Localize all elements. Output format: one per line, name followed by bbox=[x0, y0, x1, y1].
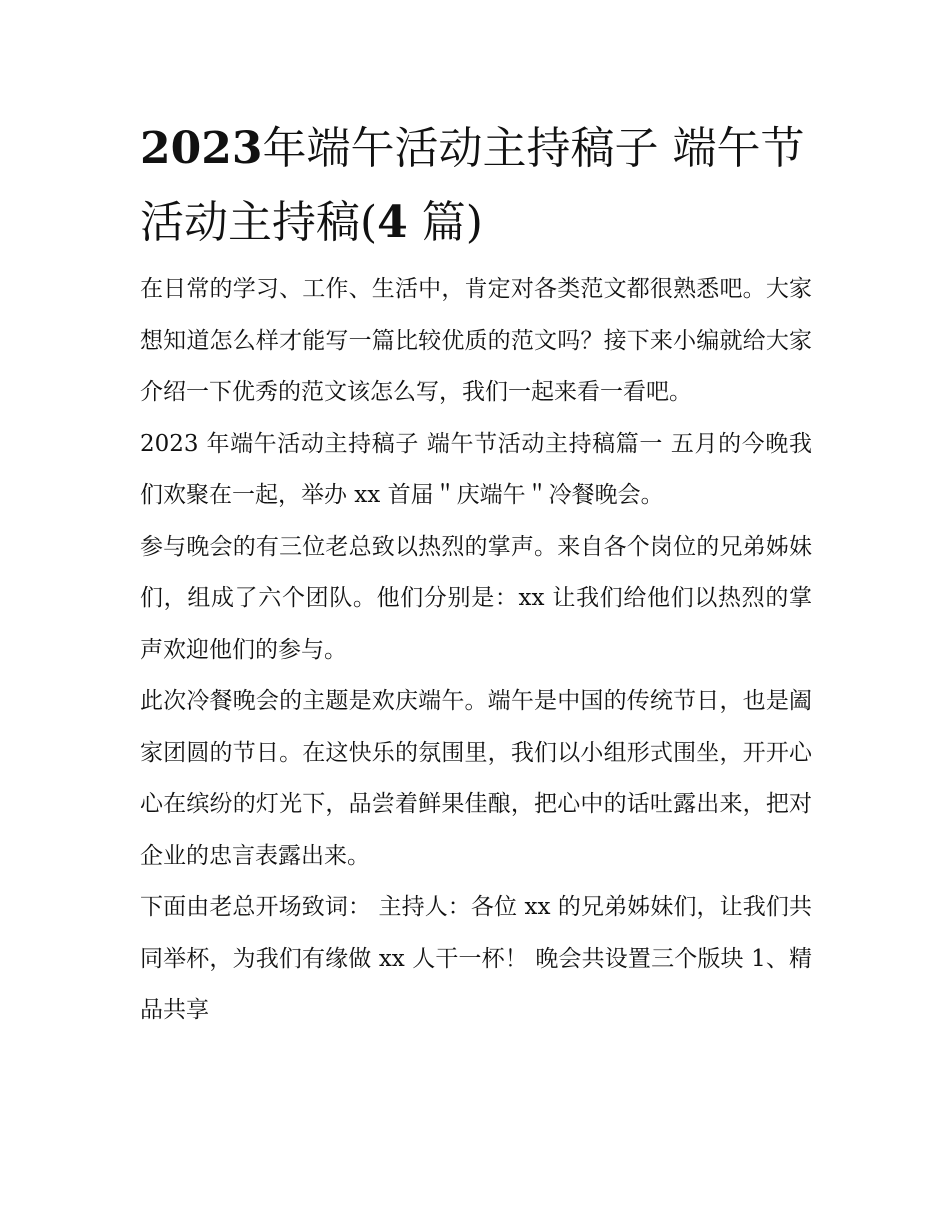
body-paragraph-participants: 参与晚会的有三位老总致以热烈的掌声。来自各个岗位的兄弟姊妹们，组成了六个团队。他们分别是：xx 让我们给他们以热烈的掌声欢迎他们的参与。 bbox=[140, 533, 812, 663]
body-paragraph-opening: 2023 年端午活动主持稿子 端午节活动主持稿篇一 五月的今晚我们欢聚在一起，举办 xx 首届＂庆端午＂冷餐晚会。 bbox=[140, 430, 812, 508]
document-page bbox=[140, 112, 812, 1037]
title-count: 4 bbox=[377, 197, 408, 248]
body-paragraph-theme: 此次冷餐晚会的主题是欢庆端午。端午是中国的传统节日，也是阖家团圆的节日。在这快乐的氛围里，我们以小组形式围坐，开开心心在缤纷的灯光下，品尝着鲜果佳酿，把心中的话吐露出来，把对企业的忠言表露出来。 bbox=[140, 688, 812, 869]
intro-paragraph: 在日常的学习、工作、生活中，肯定对各类范文都很熟悉吧。大家想知道怎么样才能写一篇比较优质的范文吗？接下来小编就给大家介绍一下优秀的范文该怎么写，我们一起来看一看吧。 bbox=[140, 276, 812, 405]
title-text: 年端午活动主持稿子 端午节活动主持稿( bbox=[140, 123, 805, 248]
title-suffix: 篇) bbox=[407, 197, 483, 248]
title-year: 2023 bbox=[140, 123, 263, 174]
body-paragraph-speech: 下面由老总开场致词： 主持人：各位 xx 的兄弟姊妹们，让我们共同举杯，为我们有缘做 xx 人干一杯！ 晚会共设置三个版块 1、精品共享 bbox=[140, 894, 812, 1023]
document-title bbox=[140, 112, 812, 260]
